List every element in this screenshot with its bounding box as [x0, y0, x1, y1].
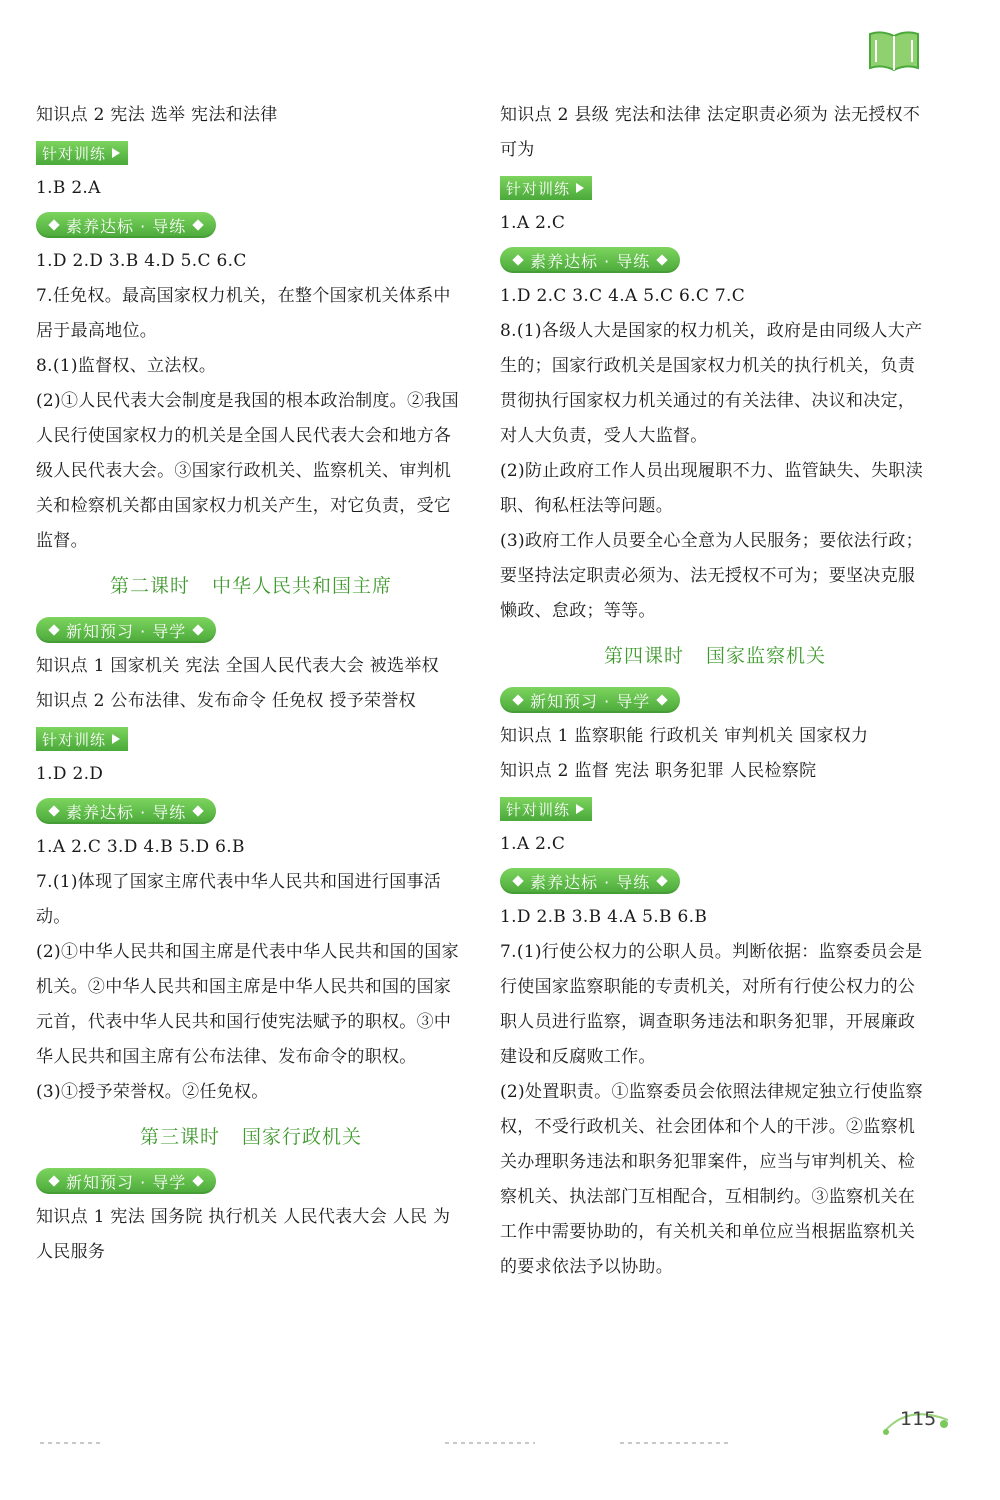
play-icon — [576, 183, 584, 193]
answer-paragraph: (2)防止政府工作人员出现履职不力、监管缺失、失职渎职、徇私枉法等问题。 — [500, 461, 923, 516]
diamond-icon — [48, 1175, 59, 1186]
diamond-icon — [512, 875, 523, 886]
diamond-icon — [657, 694, 668, 705]
knowledge-point-text: 知识点 1 国家机关 宪法 全国人民代表大会 被选举权 — [36, 656, 439, 676]
answer-paragraph: 7.任免权。最高国家权力机关，在整个国家机关体系中居于最高地位。 — [36, 286, 451, 341]
diamond-icon — [193, 805, 204, 816]
page-number: 115 — [900, 1408, 937, 1430]
diamond-icon — [512, 694, 523, 705]
literacy-practice-pill: 素养达标 · 导练 — [500, 247, 680, 273]
preview-study-pill: 新知预习 · 导学 — [36, 617, 216, 643]
diamond-icon — [512, 254, 523, 265]
preview-study-pill: 新知预习 · 导学 — [36, 1168, 216, 1194]
lesson-heading: 第四课时 国家监察机关 — [603, 645, 827, 667]
answer-paragraph: (3)①授予荣誉权。②任免权。 — [36, 1082, 269, 1102]
answer-line: 1.D 2.C 3.C 4.A 5.C 6.C 7.C — [500, 286, 746, 306]
answer-paragraph: (3)政府工作人员要全心全意为人民服务；要依法行政；要坚持法定职责必须为、法无授权不可为；要坚决克服懒政、怠政；等等。 — [500, 531, 923, 621]
answer-paragraph: (2)处置职责。①监察委员会依照法律规定独立行使监察权，不受行政机关、社会团体和个人的干涉。②监察机关办理职务违法和职务犯罪案件，应当与审判机关、检察机关、执法部门互相配合，互相制约。③监察机关在工作中需要协助的，有关机关和单位应当根据监察机关的要求依法予以协助。 — [500, 1082, 923, 1277]
knowledge-point-text: 知识点 2 监督 宪法 职务犯罪 人民检察院 — [500, 761, 817, 781]
answer-paragraph: 8.(1)各级人大是国家的权力机关，政府是由同级人大产生的；国家行政机关是国家权力机关的执行机关，负责贯彻执行国家权力机关通过的有关法律、决议和决定，对人大负责，受人大监督。 — [500, 321, 923, 446]
play-icon — [112, 734, 120, 744]
diamond-icon — [193, 624, 204, 635]
diamond-icon — [657, 875, 668, 886]
targeted-training-tag: 针对训练 — [36, 141, 128, 165]
literacy-practice-pill: 素养达标 · 导练 — [36, 798, 216, 824]
answer-line: 1.D 2.D — [36, 764, 104, 784]
footer-divider — [40, 1442, 100, 1444]
knowledge-point-text: 知识点 1 宪法 国务院 执行机关 人民代表大会 人民 为人民服务 — [36, 1207, 451, 1262]
footer-divider — [620, 1442, 730, 1444]
left-column — [36, 98, 466, 1270]
diamond-icon — [48, 624, 59, 635]
book-icon — [866, 28, 922, 72]
right-column — [500, 98, 930, 1285]
lesson-heading: 第三课时 国家行政机关 — [139, 1126, 363, 1148]
answer-line: 1.D 2.B 3.B 4.A 5.B 6.B — [500, 907, 708, 927]
answer-paragraph: 7.(1)体现了国家主席代表中华人民共和国进行国事活动。 — [36, 872, 442, 927]
answer-paragraph: 7.(1)行使公权力的公职人员。判断依据：监察委员会是行使国家监察职能的专责机关，对所有行使公权力的公职人员进行监察，调查职务违法和职务犯罪，开展廉政建设和反腐败工作。 — [500, 942, 923, 1067]
answer-line: 1.A 2.C 3.D 4.B 5.D 6.B — [36, 837, 245, 857]
preview-study-pill: 新知预习 · 导学 — [500, 687, 680, 713]
knowledge-point-text: 知识点 2 宪法 选举 宪法和法律 — [36, 105, 278, 125]
literacy-practice-pill: 素养达标 · 导练 — [36, 212, 216, 238]
answer-line: 1.A 2.C — [500, 213, 566, 233]
answer-paragraph: 8.(1)监督权、立法权。 — [36, 356, 217, 376]
targeted-training-tag: 针对训练 — [500, 797, 592, 821]
lesson-heading: 第二课时 中华人民共和国主席 — [109, 575, 393, 597]
knowledge-point-text: 知识点 2 公布法律、发布命令 任免权 授予荣誉权 — [36, 691, 416, 711]
targeted-training-tag: 针对训练 — [500, 176, 592, 200]
knowledge-point-text: 知识点 2 县级 宪法和法律 法定职责必须为 法无授权不可为 — [500, 105, 921, 160]
answer-line: 1.D 2.D 3.B 4.D 5.C 6.C — [36, 251, 247, 271]
diamond-icon — [48, 219, 59, 230]
play-icon — [576, 804, 584, 814]
answer-line: 1.B 2.A — [36, 178, 101, 198]
answer-paragraph: (2)①中华人民共和国主席是代表中华人民共和国的国家机关。②中华人民共和国主席是中华人民共和国的国家元首，代表中华人民共和国行使宪法赋予的职权。③中华人民共和国主席有公布法律、发布命令的职权。 — [36, 942, 459, 1067]
footer-divider — [445, 1442, 535, 1444]
knowledge-point-text: 知识点 1 监察职能 行政机关 审判机关 国家权力 — [500, 726, 869, 746]
play-icon — [112, 148, 120, 158]
diamond-icon — [48, 805, 59, 816]
answer-line: 1.A 2.C — [500, 834, 566, 854]
diamond-icon — [193, 219, 204, 230]
answer-paragraph: (2)①人民代表大会制度是我国的根本政治制度。②我国人民行使国家权力的机关是全国人民代表大会和地方各级人民代表大会。③国家行政机关、监察机关、审判机关和检察机关都由国家权力机关产生，对它负责，受它监督。 — [36, 391, 459, 551]
literacy-practice-pill: 素养达标 · 导练 — [500, 868, 680, 894]
diamond-icon — [657, 254, 668, 265]
page-number-badge — [878, 1402, 958, 1442]
diamond-icon — [193, 1175, 204, 1186]
targeted-training-tag: 针对训练 — [36, 727, 128, 751]
